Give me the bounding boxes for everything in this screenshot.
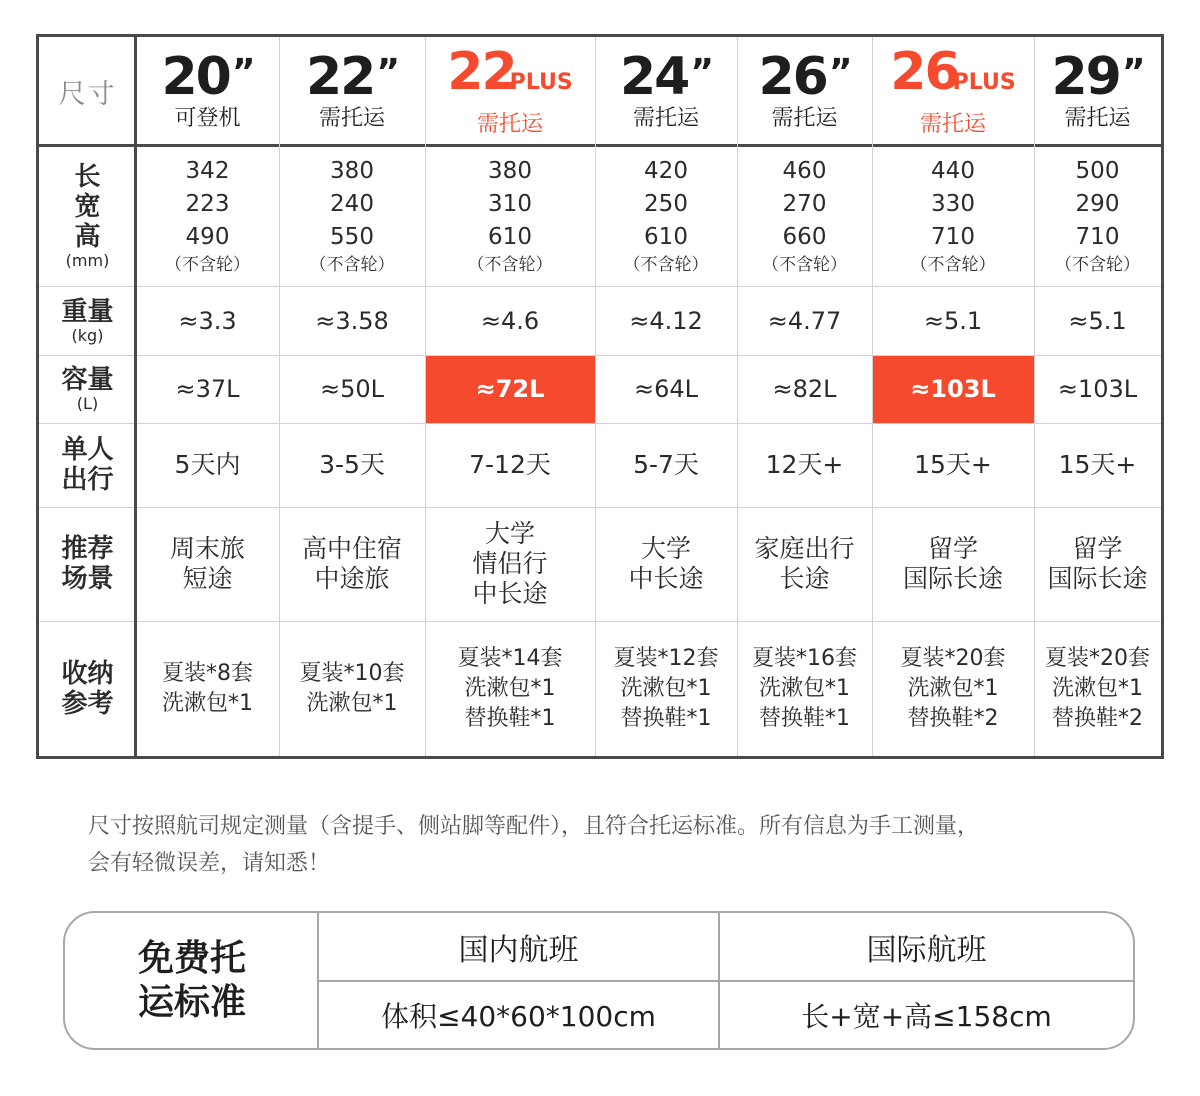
packing-line: 洗漱包*1 [907, 675, 999, 701]
dimension-value: 460 [782, 158, 827, 184]
row-divider [39, 355, 1161, 356]
inch-mark: ” [690, 52, 713, 93]
without-wheels-note: （不含轮） [467, 255, 553, 275]
packing-cell [136, 621, 279, 756]
free-baggage-standard [63, 911, 1135, 1050]
solo-trip-cell [1034, 423, 1161, 507]
size-column-header [872, 37, 1034, 145]
scenario-line: 国际长途 [902, 564, 1003, 593]
dimension-value: 380 [488, 158, 532, 184]
carry-type: 需托运 [632, 106, 699, 131]
capacity-value: ≈103L [1057, 375, 1138, 403]
row-label-line: 参考 [61, 688, 114, 719]
packing-line: 洗漱包*1 [464, 675, 556, 701]
column-divider [595, 37, 596, 756]
weight-cell [595, 286, 737, 355]
spec-table [36, 34, 1164, 759]
dimension-value: 710 [931, 224, 975, 250]
inch-mark: ” [828, 52, 851, 93]
scenario-line: 高中住宿 [301, 534, 402, 563]
solo-trip-value: 3-5天 [319, 450, 385, 479]
size-number [305, 47, 399, 107]
size-column-header [1034, 37, 1161, 145]
dimension-value: 610 [644, 224, 688, 250]
row-unit: (L) [76, 394, 99, 413]
dimension-value: 660 [782, 224, 827, 250]
row-label-line: 高 [74, 221, 101, 252]
dimension-value: 310 [488, 191, 532, 217]
weight-value: ≈5.1 [1068, 306, 1127, 335]
capacity-cell [737, 355, 872, 423]
dimension-value: 440 [931, 158, 975, 184]
international-flight-label: 国际航班 [866, 932, 987, 968]
capacity-cell [279, 355, 425, 423]
capacity-value: ≈50L [319, 375, 385, 403]
size-number [619, 47, 713, 107]
packing-line: 替换鞋*2 [1052, 705, 1143, 731]
packing-line: 替换鞋*1 [759, 705, 850, 731]
packing-cell [737, 621, 872, 756]
packing-line: 洗漱包*1 [306, 690, 398, 716]
weight-value: ≈4.12 [629, 306, 703, 335]
packing-line: 夏装*20套 [1045, 645, 1150, 671]
scenario-line: 短途 [182, 564, 233, 593]
scenario-line: 周末旅 [169, 534, 245, 563]
scenario-cell [425, 507, 595, 621]
packing-line: 夏装*10套 [299, 660, 405, 686]
carry-type: 需托运 [318, 106, 385, 131]
solo-trip-value: 15天+ [1058, 450, 1137, 479]
inch-mark: ” [1121, 52, 1144, 93]
carry-type: 可登机 [174, 106, 241, 131]
row-label-scenario [39, 507, 136, 621]
scenario-cell [872, 507, 1034, 621]
weight-cell [136, 286, 279, 355]
size-column-header [425, 37, 595, 145]
plus-badge: PLUS [509, 69, 573, 95]
weight-cell [279, 286, 425, 355]
dimensions-cell [872, 145, 1034, 286]
column-divider [279, 37, 280, 756]
scenario-line: 中长途 [472, 579, 548, 608]
capacity-cell [872, 355, 1034, 423]
row-divider [39, 286, 1161, 287]
size-column-header [737, 37, 872, 145]
weight-value: ≈3.3 [178, 306, 237, 335]
weight-value: ≈3.58 [315, 306, 389, 335]
size-inches: 22 [305, 47, 375, 107]
size-number [161, 47, 254, 107]
solo-trip-value: 7-12天 [469, 450, 551, 479]
weight-value: ≈4.6 [480, 306, 540, 335]
scenario-line: 家庭出行 [754, 534, 855, 563]
column-divider [425, 37, 426, 756]
scenario-line: 中途旅 [314, 564, 390, 593]
size-label: 尺寸 [58, 78, 117, 110]
row-label-line: 长 [74, 161, 101, 192]
row-label-solo-trip [39, 423, 136, 507]
capacity-value: ≈72L [475, 375, 545, 403]
scenario-line: 留学 [1072, 534, 1123, 563]
row-label: 容量 [61, 365, 114, 395]
dimensions-cell [1034, 145, 1161, 286]
packing-line: 夏装*16套 [752, 645, 857, 671]
row-label-capacity [39, 355, 136, 423]
baggage-title [65, 913, 319, 1048]
solo-trip-value: 5-7天 [633, 450, 699, 479]
size-column-header [279, 37, 425, 145]
column-divider [134, 37, 137, 756]
weight-cell [425, 286, 595, 355]
dimension-value: 710 [1075, 224, 1120, 250]
size-number [447, 41, 573, 110]
row-label-line: 宽 [74, 191, 101, 222]
size-number [758, 47, 851, 107]
scenario-cell [136, 507, 279, 621]
baggage-title-line-2: 运标准 [137, 981, 246, 1023]
column-divider [737, 37, 738, 756]
packing-line: 洗漱包*1 [620, 675, 712, 701]
without-wheels-note: （不含轮） [309, 255, 395, 275]
row-divider [39, 423, 1161, 424]
row-divider [39, 621, 1161, 622]
domestic-flight-label: 国内航班 [458, 932, 579, 968]
dimension-value: 490 [185, 224, 230, 250]
row-label-line: 场景 [61, 564, 114, 594]
dimension-value: 550 [330, 224, 374, 250]
capacity-cell [1034, 355, 1161, 423]
weight-value: ≈4.77 [767, 306, 842, 335]
row-label: 重量 [61, 296, 114, 327]
size-number [1051, 47, 1144, 107]
column-divider [872, 37, 873, 756]
capacity-value: ≈103L [910, 375, 996, 403]
dimension-value: 420 [644, 158, 688, 184]
dimension-value: 250 [644, 191, 688, 217]
weight-cell [872, 286, 1034, 355]
scenario-line: 情侣行 [472, 549, 548, 578]
baggage-title-line-1: 免费托 [137, 937, 246, 979]
row-label-dimensions [39, 145, 136, 286]
row-unit: (mm) [65, 250, 110, 270]
capacity-cell [595, 355, 737, 423]
scenario-line: 大学 [484, 519, 535, 548]
size-number [890, 41, 1016, 110]
packing-line: 替换鞋*1 [464, 705, 556, 731]
without-wheels-note: （不含轮） [623, 255, 709, 275]
international-flight-limit: 长+宽+高≤158cm [801, 1000, 1052, 1033]
solo-trip-cell [136, 423, 279, 507]
solo-trip-cell [425, 423, 595, 507]
without-wheels-note: （不含轮） [165, 255, 250, 275]
dimension-value: 270 [782, 191, 827, 217]
packing-line: 洗漱包*1 [162, 690, 253, 716]
dimension-value: 290 [1075, 191, 1120, 217]
packing-cell [1034, 621, 1161, 756]
scenario-line: 国际长途 [1047, 564, 1148, 593]
row-unit: (kg) [71, 325, 104, 345]
measurement-note [88, 808, 1148, 882]
carry-type: 需托运 [476, 111, 543, 137]
size-header-label [39, 37, 136, 145]
scenario-line: 留学 [927, 534, 978, 563]
note-line-1: 尺寸按照航司规定测量（含提手、侧站脚等配件），且符合托运标准。所有信息为手工测量， [88, 814, 980, 839]
dimensions-cell [425, 145, 595, 286]
packing-cell [872, 621, 1034, 756]
scenario-cell [279, 507, 425, 621]
size-inches: 26 [890, 41, 959, 102]
solo-trip-value: 12天+ [765, 450, 844, 479]
domestic-flight-limit: 体积≤40*60*100cm [381, 1000, 656, 1033]
packing-cell [279, 621, 425, 756]
capacity-cell [136, 355, 279, 423]
dimension-value: 500 [1075, 158, 1120, 184]
size-column-header [595, 37, 737, 145]
without-wheels-note: （不含轮） [910, 255, 996, 275]
carry-type: 需托运 [771, 106, 838, 131]
scenario-line: 中长途 [628, 564, 704, 593]
solo-trip-value: 15天+ [914, 450, 992, 479]
row-label-weight [39, 286, 136, 355]
packing-line: 夏装*20套 [900, 645, 1006, 671]
inch-mark: ” [376, 52, 399, 93]
row-label-line: 收纳 [61, 658, 114, 689]
without-wheels-note: （不含轮） [762, 255, 847, 275]
dimensions-cell [595, 145, 737, 286]
size-column-header [136, 37, 279, 145]
row-label-line: 单人 [61, 435, 114, 465]
inch-mark: ” [231, 52, 254, 93]
carry-type: 需托运 [919, 111, 986, 137]
size-inches: 20 [161, 47, 230, 107]
packing-line: 洗漱包*1 [759, 675, 850, 701]
solo-trip-value: 5天内 [174, 450, 241, 479]
solo-trip-cell [279, 423, 425, 507]
note-line-2: 会有轻微误差，请知悉！ [88, 851, 331, 876]
packing-cell [425, 621, 595, 756]
weight-cell [737, 286, 872, 355]
row-label-line: 推荐 [61, 534, 114, 564]
column-divider [1034, 37, 1035, 756]
dimensions-cell [279, 145, 425, 286]
row-divider [39, 144, 1161, 147]
row-label-packing [39, 621, 136, 756]
size-inches: 29 [1051, 47, 1120, 107]
size-inches: 24 [619, 47, 689, 107]
solo-trip-cell [737, 423, 872, 507]
packing-line: 夏装*12套 [613, 645, 719, 671]
packing-line: 夏装*8套 [162, 660, 253, 686]
dimensions-cell [737, 145, 872, 286]
carry-type: 需托运 [1064, 106, 1131, 131]
solo-trip-cell [595, 423, 737, 507]
row-divider [39, 507, 1161, 508]
capacity-cell [425, 355, 595, 423]
row-label-line: 出行 [61, 465, 114, 495]
size-inches: 26 [758, 47, 827, 107]
solo-trip-cell [872, 423, 1034, 507]
plus-badge: PLUS [952, 69, 1016, 95]
weight-cell [1034, 286, 1161, 355]
scenario-cell [595, 507, 737, 621]
capacity-value: ≈82L [772, 375, 837, 403]
dimension-value: 223 [185, 191, 230, 217]
scenario-cell [1034, 507, 1161, 621]
dimensions-cell [136, 145, 279, 286]
dimension-value: 610 [488, 224, 532, 250]
size-inches: 22 [447, 41, 516, 102]
packing-cell [595, 621, 737, 756]
dimension-value: 240 [330, 191, 374, 217]
packing-line: 替换鞋*2 [907, 705, 999, 731]
dimension-value: 380 [330, 158, 374, 184]
without-wheels-note: （不含轮） [1055, 255, 1140, 275]
packing-line: 替换鞋*1 [620, 705, 712, 731]
weight-value: ≈5.1 [923, 306, 983, 335]
dimension-value: 330 [931, 191, 975, 217]
capacity-value: ≈37L [175, 375, 240, 403]
capacity-value: ≈64L [633, 375, 699, 403]
scenario-line: 大学 [640, 534, 691, 563]
scenario-line: 长途 [779, 564, 830, 593]
scenario-cell [737, 507, 872, 621]
packing-line: 夏装*14套 [457, 645, 563, 671]
dimension-value: 342 [185, 158, 230, 184]
packing-line: 洗漱包*1 [1052, 675, 1143, 701]
